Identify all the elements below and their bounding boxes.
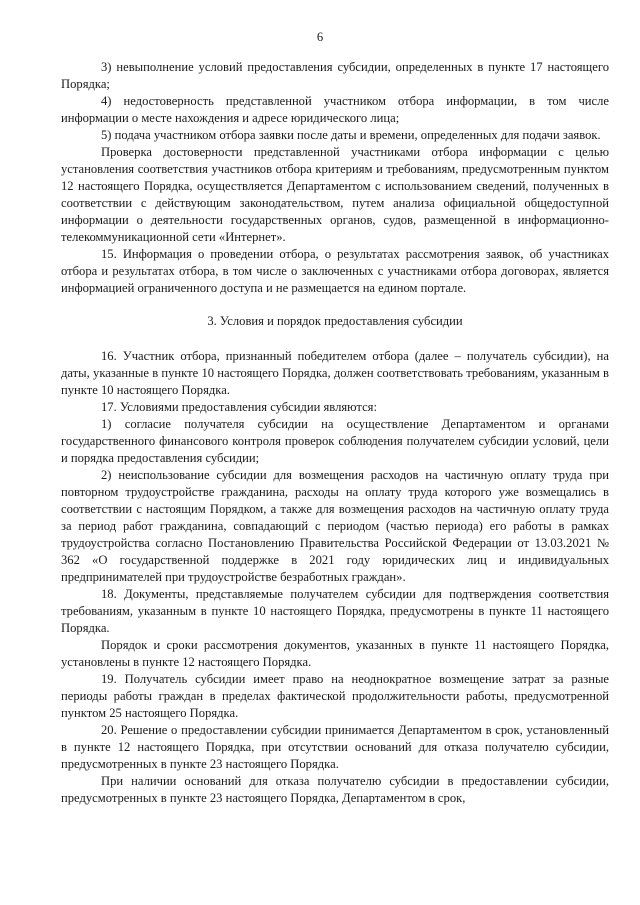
paragraph: 4) недостоверность представленной участником отбора информации, в том числе информации о месте нахождения и адресе юридического лица;	[61, 94, 609, 125]
document-body	[61, 59, 609, 807]
paragraph: При наличии оснований для отказа получателю субсидии в предоставлении субсидии, предусмотренных в пункте 23 настоящего Порядка, Департаментом в срок,	[61, 774, 609, 805]
section-heading: 3. Условия и порядок предоставления субсидии	[207, 314, 463, 328]
paragraph: 5) подача участником отбора заявки после даты и времени, определенных для подачи заявок.	[101, 128, 601, 142]
paragraph: Проверка достоверности представленной участниками отбора информации с целью установления соответствия участников отбора критериям и требованиям, предусмотренным пунктом 12 настоящего Порядка, осуществляется Департаментом с использованием сведений, полученных в соответствии с действующим законодательством, путем анализа официальной общедоступной информации о деятельности государственных органов, судов, размещенной в информационно-телекоммуникационной сети «Интернет».	[61, 145, 609, 244]
paragraph: 19. Получатель субсидии имеет право на неоднократное возмещение затрат за разные периоды работы граждан в пределах фактической продолжительности работы, предусмотренной пунктом 25 настоящего Порядка.	[61, 672, 609, 720]
paragraph: Порядок и сроки рассмотрения документов, указанных в пункте 11 настоящего Порядка, установлены в пункте 12 настоящего Порядка.	[61, 638, 609, 669]
paragraph: 1) согласие получателя субсидии на осуществление Департаментом и органами государственного финансового контроля проверок соблюдения получателем субсидии условий, цели и порядка предоставления субсидии;	[61, 417, 609, 465]
paragraph: 3) невыполнение условий предоставления субсидии, определенных в пункте 17 настоящего Порядка;	[61, 60, 609, 91]
paragraph: 18. Документы, представляемые получателем субсидии для подтверждения соответствия требованиям, указанным в пункте 10 настоящего Порядка, предусмотрены в пункте 11 настоящего Порядка.	[61, 587, 609, 635]
paragraph: 17. Условиями предоставления субсидии являются:	[101, 400, 377, 414]
paragraph: 20. Решение о предоставлении субсидии принимается Департаментом в срок, установленный в пункте 12 настоящего Порядка, при отсутствии оснований для отказа получателю субсидии, предусмотренных в пункте 23 настоящего Порядка.	[61, 723, 609, 771]
paragraph: 16. Участник отбора, признанный победителем отбора (далее – получатель субсидии), на даты, указанные в пункте 10 настоящего Порядка, должен соответствовать требованиям, указанным в пункте 10 настоящего Порядка.	[61, 349, 609, 397]
page-number: 6	[316, 30, 324, 44]
paragraph: 2) неиспользование субсидии для возмещения расходов на частичную оплату труда при повторном трудоустройстве гражданина, расходы на оплату труда которого уже возмещались в соответствии с настоящим Порядком, а также для возмещения расходов на частичную оплату труда за период работ гражданина, совпадающий с периодом (частью периода) его работы в рамках трудоустройства согласно Постановлению Правительства Российской Федерации от 13.03.2021 № 362 «О государственной поддержке в 2021 году юридических лиц и индивидуальных предпринимателей при трудоустройстве безработных граждан».	[61, 468, 609, 584]
paragraph: 15. Информация о проведении отбора, о результатах рассмотрения заявок, об участниках отбора и результатах отбора, в том числе о заключенных с участниками отбора договорах, является информацией ограниченного доступа и не размещается на едином портале.	[61, 247, 609, 295]
